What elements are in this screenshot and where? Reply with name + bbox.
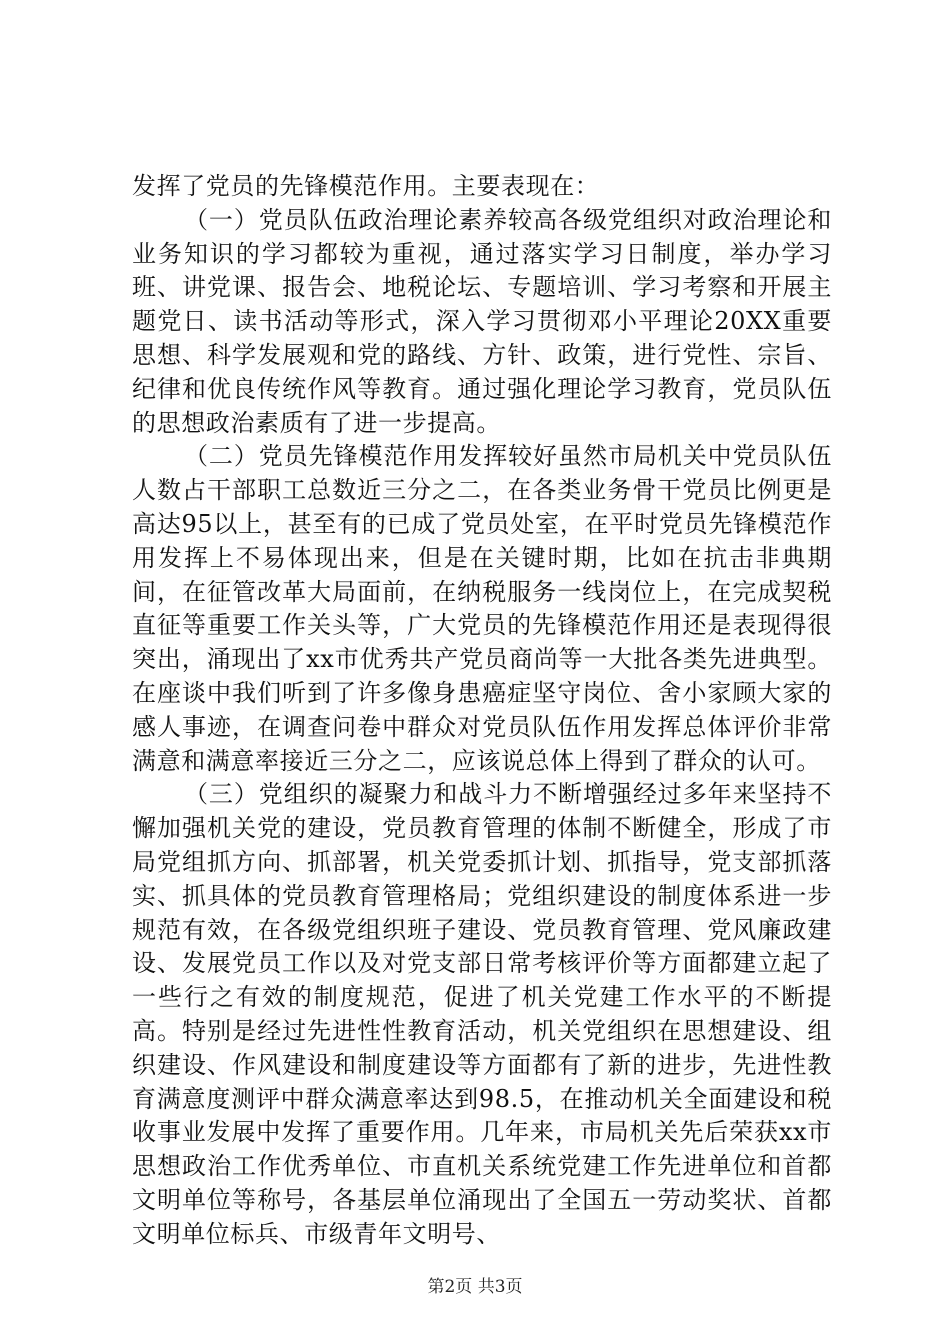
paragraph-section-3: （三）党组织的凝聚力和战斗力不断增强经过多年来坚持不懈加强机关党的建设，党员教育管理的体制不断健全，形成了市局党组抓方向、抓部署，机关党委抓计划、抓指导，党支部抓落实、抓具体的党员教育管理格局；党组织建设的制度体系进一步规范有效，在各级党组织班子建设、党员教育管理、党风廉政建设、发展党员工作以及对党支部日常考核评价等方面都建立起了一些行之有效的制度规范，促进了机关党建工作水平的不断提高。特别是经过先进性性教育活动，机关党组织在思想建设、组织建设、作风建设和制度建设等方面都有了新的进步，先进性教育满意度测评中群众满意率达到98.5，在推动机关全面建设和税收事业发展中发挥了重要作用。几年来，市局机关先后荣获xx市思想政治工作优秀单位、市直机关系统党建工作先进单位和首都文明单位等称号，各基层单位涌现出了全国五一劳动奖状、首都文明单位标兵、市级青年文明号、: [132, 780, 832, 1248]
paragraph-section-1: （一）党员队伍政治理论素养较高各级党组织对政治理论和业务知识的学习都较为重视，通过落实学习日制度，举办学习班、讲党课、报告会、地税论坛、专题培训、学习考察和开展主题党日、读书活动等形式，深入学习贯彻邓小平理论20XX重要思想、科学发展观和党的路线、方针、政策，进行党性、宗旨、纪律和优良传统作风等教育。通过强化理论学习教育，党员队伍的思想政治素质有了进一步提高。: [132, 205, 832, 437]
page-footer: 第2页 共3页: [427, 1277, 523, 1297]
paragraph-section-2: （二）党员先锋模范作用发挥较好虽然市局机关中党员队伍人数占干部职工总数近三分之二，在各类业务骨干党员比例更是高达95以上，甚至有的已成了党员处室，在平时党员先锋模范作用发挥上不易体现出来，但是在关键时期，比如在抗击非典期间，在征管改革大局面前，在纳税服务一线岗位上，在完成契税直征等重要工作关头等，广大党员的先锋模范作用还是表现得很突出，涌现出了xx市优秀共产党员商尚等一大批各类先进典型。在座谈中我们听到了许多像身患癌症坚守岗位、舍小家顾大家的感人事迹，在调查问卷中群众对党员队伍作用发挥总体评价非常满意和满意率接近三分之二，应该说总体上得到了群众的认可。: [132, 442, 832, 775]
paragraph-intro: 发挥了党员的先锋模范作用。主要表现在：: [132, 172, 600, 200]
document-body: [132, 170, 832, 1252]
